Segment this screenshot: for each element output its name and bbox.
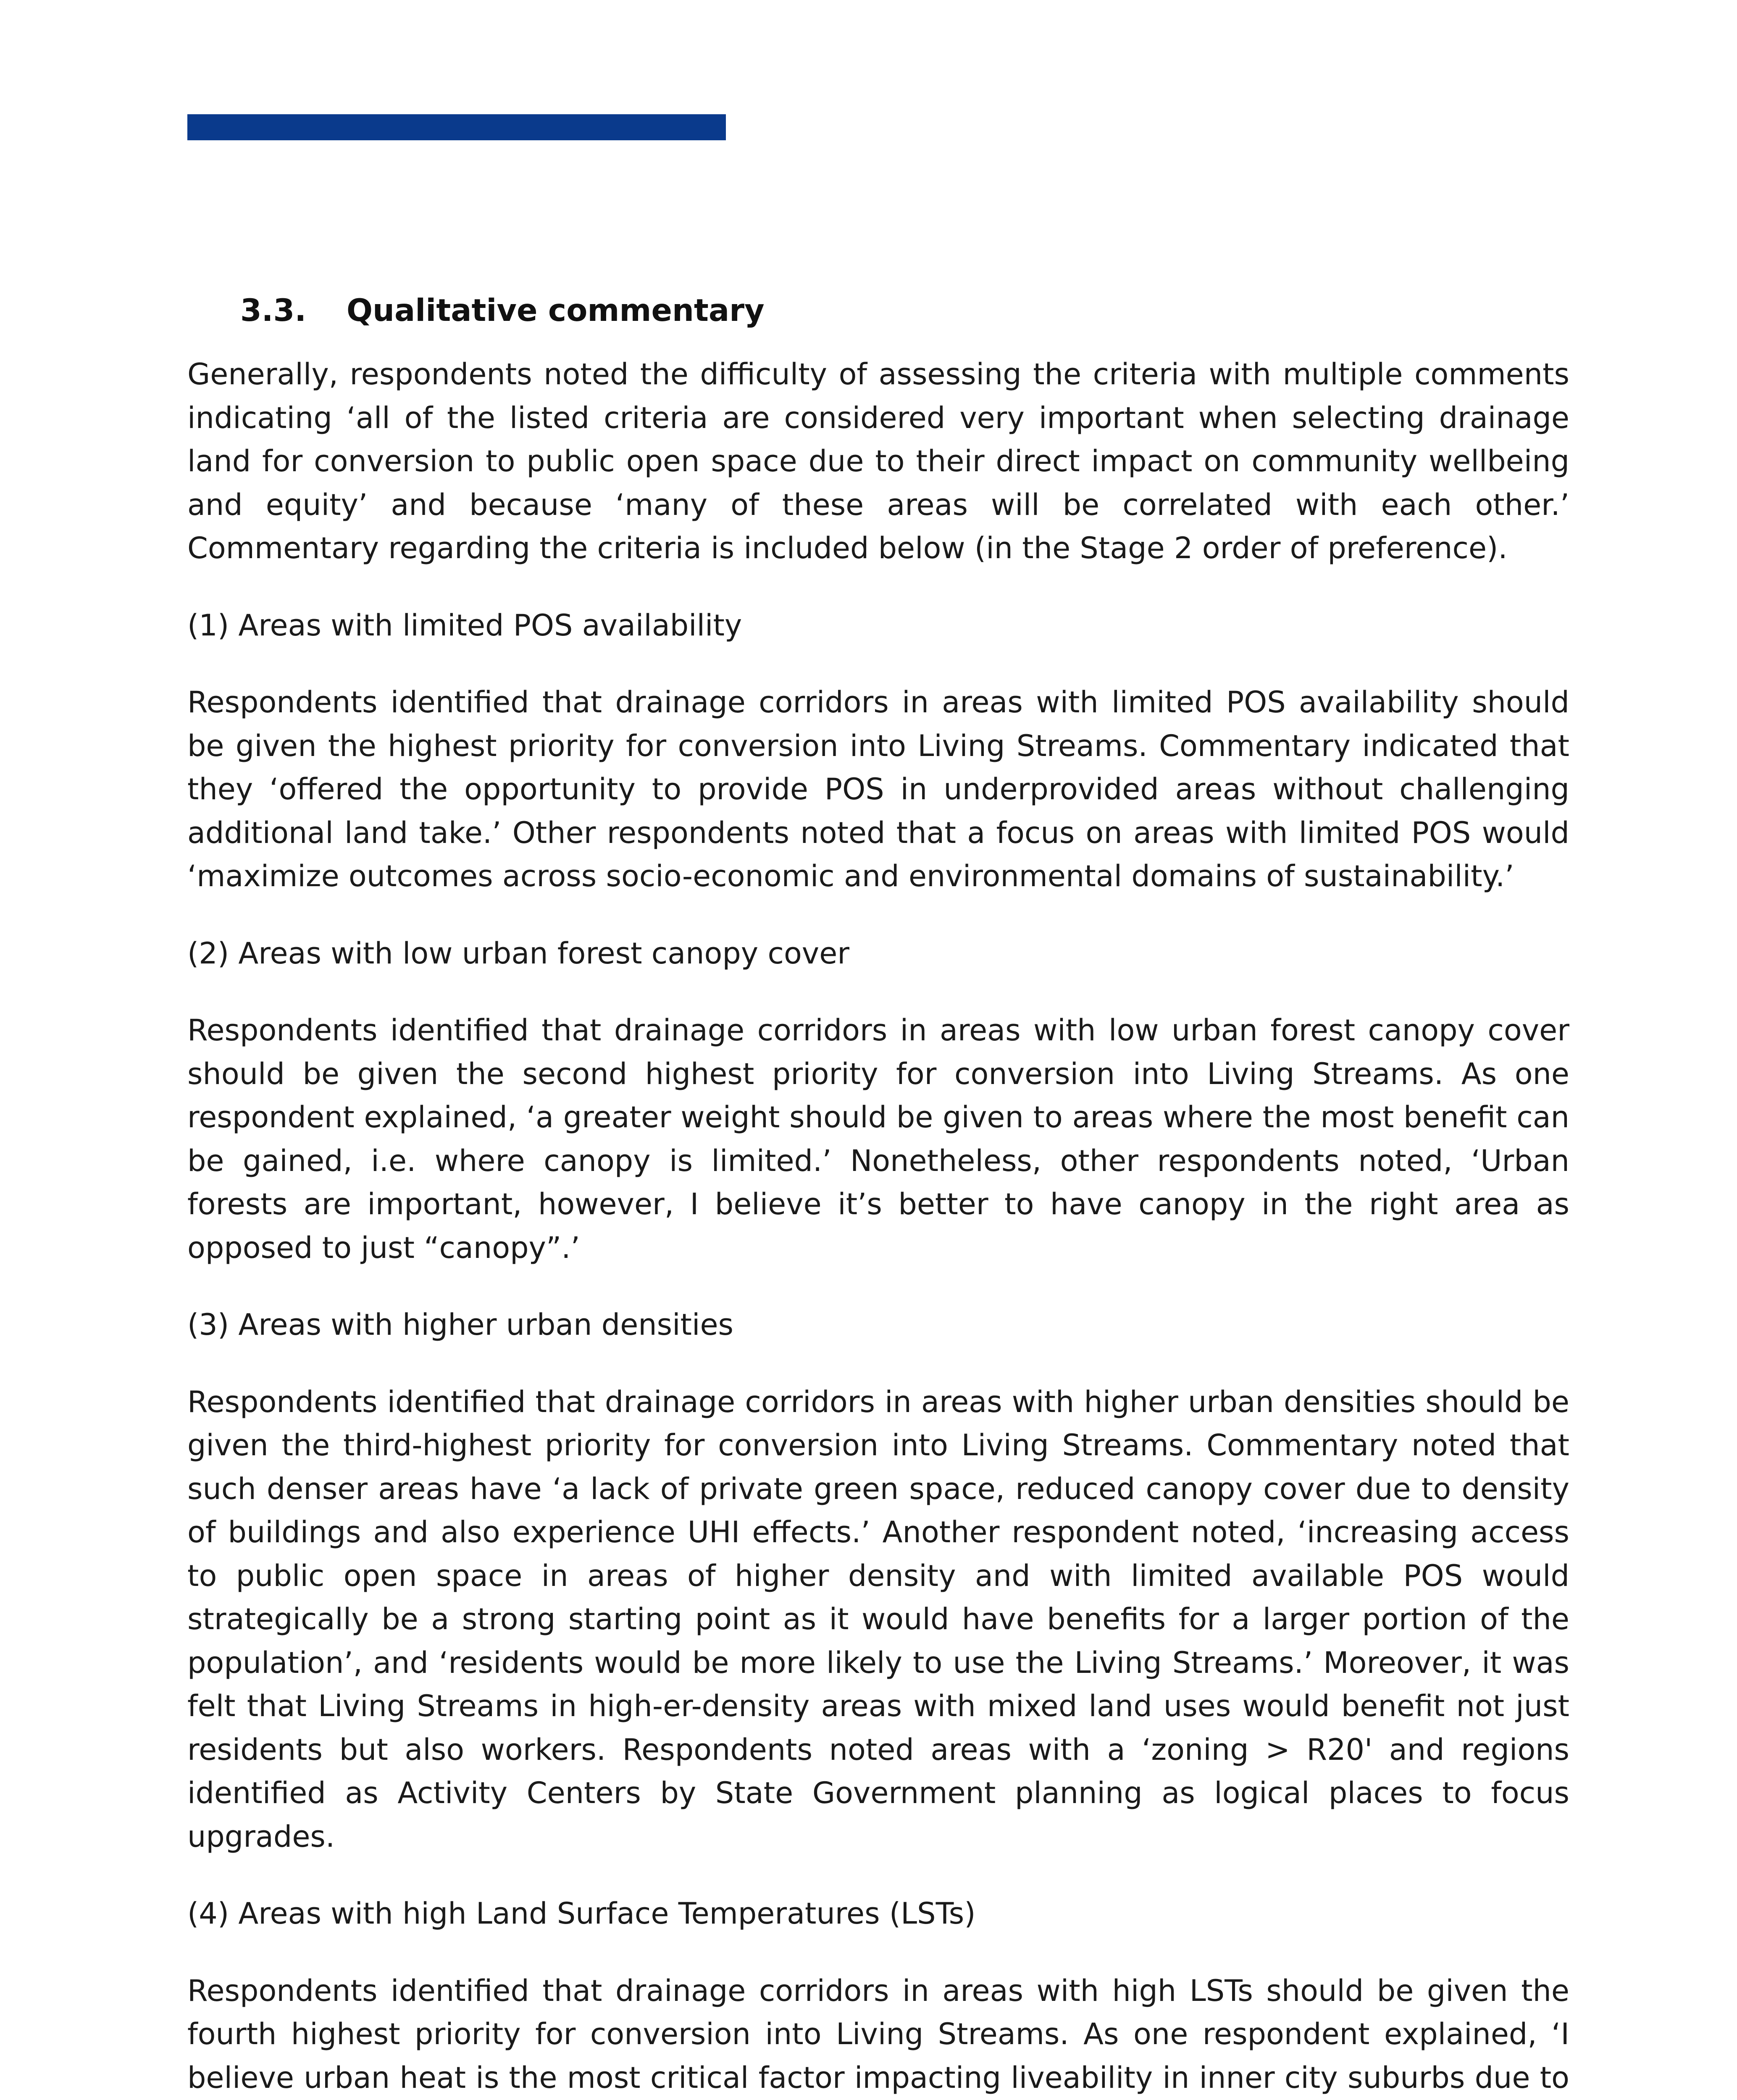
header-accent-bar [187,114,726,140]
criterion-paragraph-2: Respondents identified that drainage corridors in areas with low urban forest canopy cover should be given the second highest priority for conversion into Living Streams. As one respondent explained, ‘a greater weight should be given to areas where the most benefit can be gained, i.e. where canopy is limited.’ Nonetheless, other respondents noted, ‘Urban forests are important, however, I believe it’s better to have canopy in the right area as opposed to just “canopy”.’ [187,1013,1569,1265]
main-content [187,290,1569,2100]
section-heading [240,290,1569,332]
criterion-paragraph-1: Respondents identified that drainage corridors in areas with limited POS availability should be given the highest priority for conversion into Living Streams. Commentary indicated that they ‘offered the opportunity to provide POS in underprovided areas without challenging additional land take.’ Other respondents noted that a focus on areas with limited POS would ‘maximize outcomes across socio-economic and environmental domains of sustainability.’ [187,685,1569,893]
section-title: Qualitative commentary [347,293,765,328]
criterion-heading-4: (4) Areas with high Land Surface Temperatures (LSTs) [187,1896,976,1931]
criterion-paragraph-3: Respondents identified that drainage corridors in areas with higher urban densities should be given the third-highest priority for conversion into Living Streams. Commentary noted that such denser areas have ‘a lack of private green space, reduced canopy cover due to density of buildings and also experience UHI effects.’ Another respondent noted, ‘increasing access to public open space in areas of higher density and with limited available POS would strategically be a strong starting point as it would have benefits for a larger portion of the population’, and ‘residents would be more likely to use the Living Streams.’ Moreover, it was felt that Living Streams in high-er-density areas with mixed land uses would benefit not just residents but also workers. Respondents noted areas with a ‘zoning > R20' and regions identified as Activity Centers by State Government planning as logical places to focus upgrades. [187,1384,1569,1854]
criterion-heading-2: (2) Areas with low urban forest canopy cover [187,936,850,971]
criterion-heading-1: (1) Areas with limited POS availability [187,608,742,643]
intro-paragraph: Generally, respondents noted the difficulty of assessing the criteria with multiple comments indicating ‘all of the listed criteria are considered very important when selecting drainage land for conversion to public open space due to their direct impact on community wellbeing and equity’ and because ‘many of these areas will be correlated with each other.’ Commentary regarding the criteria is included below (in the Stage 2 order of preference). [187,357,1569,565]
criterion-paragraph-4: Respondents identified that drainage corridors in areas with high LSTs should be given the fourth highest priority for conversion into Living Streams. As one respondent explained, ‘I believe urban heat is the most critical factor impacting liveability in inner city suburbs due to [187,1973,1569,2095]
section-number: 3.3. [240,293,307,328]
criterion-heading-3: (3) Areas with higher urban densities [187,1307,733,1342]
